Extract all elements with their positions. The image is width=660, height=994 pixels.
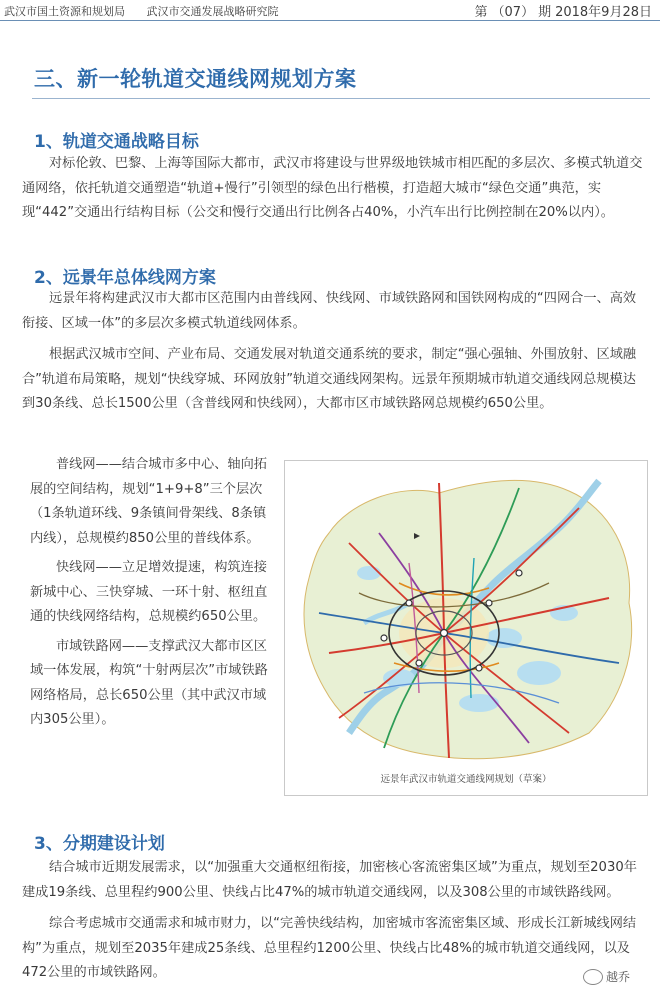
issue-prefix: 第 xyxy=(474,5,488,20)
network-description-column xyxy=(30,453,270,738)
part1-text: 对标伦敦、巴黎、上海等国际大都市，武汉市将建设与世界级地铁城市相匹配的多层次、多模式轨道交通网络，依托轨道交通塑造“轨道+慢行”引领型的绿色出行楷模，打造超大城市“绿色交通”典范，实现“442”交通出行结构目标（公交和慢行交通出行比例各占40%，小汽车出行比例控制在20%以内）。 xyxy=(22,156,643,220)
suburban-railway-text: 市域铁路网——支撑武汉大都市区区域一体发展，构筑“十射两层次”市域铁路网络格局，总长650公里（其中武汉市域内305公里）。 xyxy=(30,638,268,727)
watermark-text: 越乔 xyxy=(606,970,631,984)
part2-paragraph-2: 根据武汉城市空间、产业布局、交通发展对轨道交通系统的要求，制定“强心强轴、外围放射、区域融合”轨道布局策略，规划“快线穿城、环网放射”轨道交通线网架构。远景年预期城市轨道交通线网总规模达到30条线、总长1500公里（含普线网和快线网），大都市区市域铁路网总规模约650公里。 xyxy=(22,347,637,411)
issue-number: （07） xyxy=(491,5,535,20)
wechat-icon xyxy=(583,969,603,985)
header-issue xyxy=(475,1,652,20)
header-orgs xyxy=(4,3,279,19)
part3-paragraph-1: 结合城市近期发展需求，以“加强重大交通枢纽衔接，加密核心客流密集区域”为重点，规划至2030年建成19条线、总里程约900公里、快线占比47%的城市轨道交通线网，以及308公里的市域铁路线网。 xyxy=(22,860,637,900)
regular-network-text: 普线网——结合城市多中心、轴向拓展的空间结构，规划“1+9+8”三个层次（1条轨道环线、9条镇间骨架线、8条镇内线），总规模约850公里的普线体系。 xyxy=(30,457,267,546)
rail-network-map-figure xyxy=(284,460,648,796)
account-watermark xyxy=(583,968,630,985)
part2-paragraph-1: 远景年将构建武汉市大都市区范围内由普线网、快线网、市域铁路网和国铁网构成的“四网合一、高效衔接、区域一体”的多层次多模式轨道线网体系。 xyxy=(22,291,637,331)
part1-title: 1、轨道交通战略目标 xyxy=(34,132,199,152)
part2-title: 2、远景年总体线网方案 xyxy=(34,268,216,288)
rail-network-map-image xyxy=(289,463,643,765)
part3-paragraph-2: 综合考虑城市交通需求和城市财力，以“完善快线结构，加密城市客流密集区域、形成长江新城线网结构”为重点，规划至2035年建成25条线、总里程约1200公里、快线占比48%的城市轨道交通线网，以及472公里的市域铁路网。 xyxy=(22,916,637,980)
map-caption: 远景年武汉市轨道交通线网规划（草案） xyxy=(380,774,552,785)
issue-date: 2018年9月28日 xyxy=(555,5,652,20)
section-title-divider xyxy=(32,98,650,99)
express-network-text: 快线网——立足增效提速，构筑连接新城中心、三快穿城、一环十射、枢纽直通的快线网络结构，总规模约650公里。 xyxy=(30,560,268,624)
header-org-1: 武汉市国土资源和规划局 xyxy=(4,5,125,18)
section-title: 三、新一轮轨道交通线网规划方案 xyxy=(34,67,357,91)
issue-suffix: 期 xyxy=(538,5,552,20)
header-org-2: 武汉市交通发展战略研究院 xyxy=(146,5,279,18)
part3-title: 3、分期建设计划 xyxy=(34,834,165,854)
header-divider xyxy=(0,20,660,21)
